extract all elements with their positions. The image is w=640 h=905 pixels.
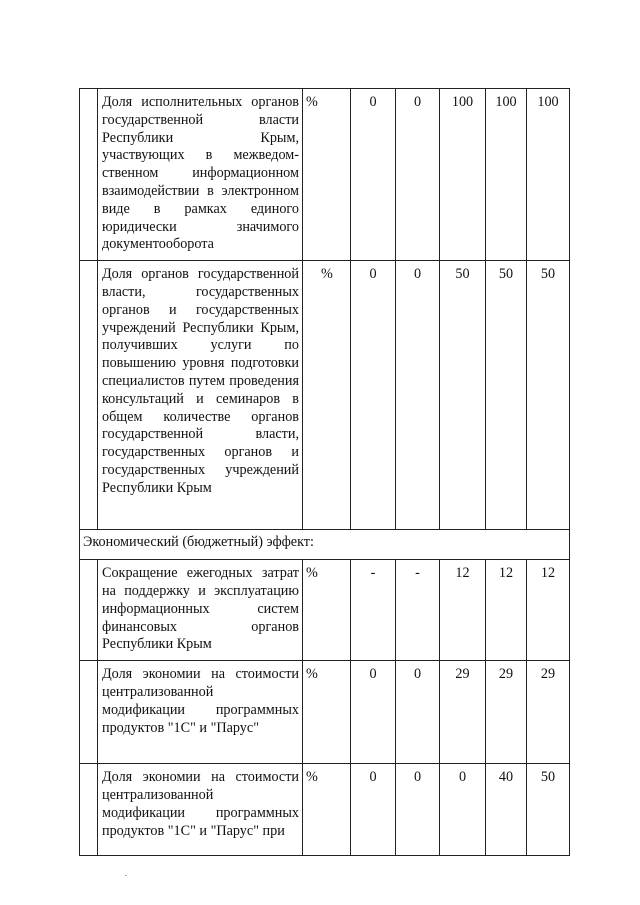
value-cell: 0 [351,661,396,764]
indicator-description [98,764,303,856]
table-row [80,261,570,530]
section-row [80,530,570,560]
row-index-cell [80,661,98,764]
value-cell: 29 [527,661,570,764]
table-row [80,661,570,764]
row-index-cell [80,560,98,661]
section-heading: Экономический (бюджетный) эффект: [80,530,570,560]
indicator-text: Сокращение ежегодных затрат на поддержку и эксплуатацию информационных систем финансовых органов Республики Крым [102,565,299,653]
value-cell: 40 [486,764,527,856]
unit-cell: % [303,89,351,261]
value-cell: 0 [396,661,440,764]
row-index-cell [80,764,98,856]
value-cell: 29 [486,661,527,764]
indicator-text: Доля исполнительных органов государственной власти Республики Крым, участвующих в межведомственном информационном взаимодействии в электронном виде в рамках единого юридически значимого документооборота [102,94,299,253]
indicators-table [79,88,570,856]
value-cell: 12 [527,560,570,661]
value-cell: 0 [351,89,396,261]
value-cell: 100 [486,89,527,261]
value-cell: 50 [527,261,570,530]
value-cell: 0 [351,261,396,530]
value-cell: 12 [486,560,527,661]
unit-cell: % [303,560,351,661]
row-index-cell [80,261,98,530]
value-cell: 0 [396,261,440,530]
unit-cell: % [303,764,351,856]
value-cell: 12 [440,560,486,661]
value-cell: 100 [440,89,486,261]
scan-speck [125,875,127,876]
value-cell: 0 [351,764,396,856]
unit-cell: % [303,661,351,764]
value-cell: 100 [527,89,570,261]
table-row [80,560,570,661]
value-cell: 0 [440,764,486,856]
indicator-description [98,661,303,764]
indicator-text: Доля экономии на стоимости централизованной модификации программных продуктов "1С" и "Парус" [102,666,299,736]
value-cell: 50 [440,261,486,530]
value-cell: - [396,560,440,661]
indicator-description [98,89,303,261]
value-cell: 50 [527,764,570,856]
table-row [80,764,570,856]
unit-cell: % [303,261,351,530]
indicator-text: Доля органов государственной власти, государственных органов и государственных учреждений Республики Крым, получивших услуги по повышению уровня подготовки специалистов путем проведения консультаций и семинаров в общем количестве органов государственной власти, государственных органов и государственных учреждений Республики Крым [102,266,299,496]
row-index-cell [80,89,98,261]
table-row [80,89,570,261]
value-cell: - [351,560,396,661]
value-cell: 0 [396,764,440,856]
value-cell: 29 [440,661,486,764]
indicator-text: Доля экономии на стоимости централизованной модификации программных продуктов "1С" и "Парус" при [102,769,299,839]
value-cell: 0 [396,89,440,261]
indicator-description [98,261,303,530]
indicator-description [98,560,303,661]
value-cell: 50 [486,261,527,530]
